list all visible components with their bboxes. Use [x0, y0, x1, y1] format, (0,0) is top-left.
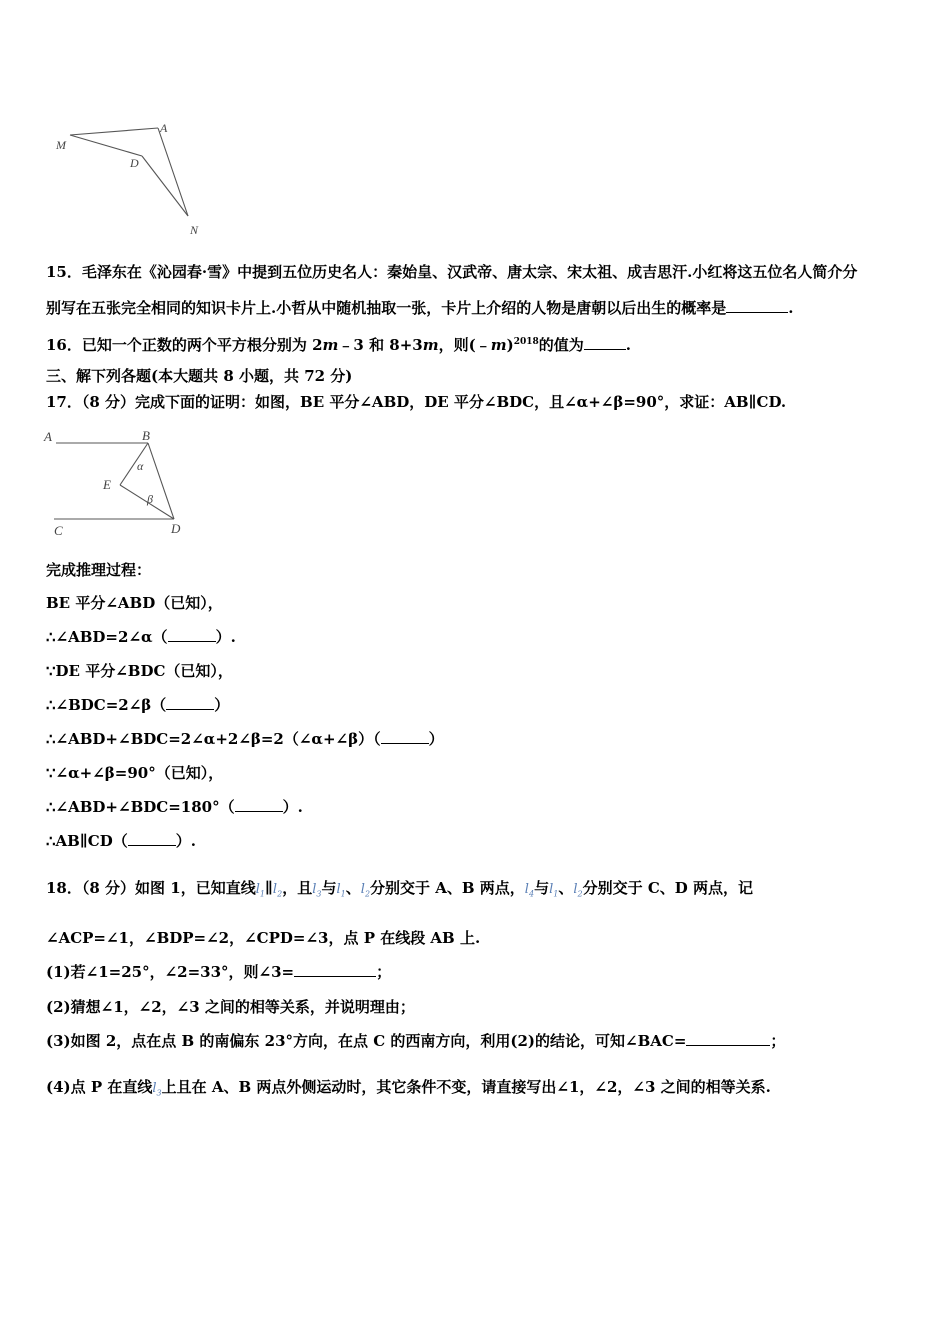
q18-part3-blank — [686, 1031, 770, 1046]
q17-step-8-blank — [128, 831, 176, 846]
q18-part3-end: ； — [770, 1032, 786, 1050]
q18-part1-text: (1)若∠1=25°，∠2=33°，则∠3= — [46, 963, 295, 981]
q18-h: 、 — [558, 879, 574, 897]
q16-mid3: ) — [506, 336, 514, 354]
q17-step-7-end: ）. — [282, 798, 303, 816]
label-c: C — [54, 523, 63, 538]
q17-step-6 — [46, 763, 223, 783]
q15-answer-blank — [726, 298, 788, 313]
line-l2b-symbol — [361, 882, 370, 897]
l2b-letter: l — [360, 882, 365, 897]
p4-l-letter: l — [152, 1081, 157, 1096]
label-beta: β — [147, 492, 153, 506]
q17-step-5-text: ∴∠ABD+∠BDC=2∠α+2∠β=2（∠α+∠β）（ — [46, 730, 381, 748]
q17-step-6-text: ∵∠α+∠β=90°（已知）， — [46, 764, 224, 782]
q16-line — [46, 332, 631, 355]
l1c-letter: l — [549, 882, 554, 897]
q18-part4-a: (4)点 P 在直线 — [46, 1078, 153, 1096]
q17-step-4-text: ∴∠BDC=2∠β（ — [46, 696, 167, 714]
l2b-sub: 2 — [364, 889, 371, 899]
q16-var-m3: m — [490, 336, 507, 354]
q16-mid1: ﹣3 和 8+3 — [338, 336, 423, 354]
p4-l-sub: 3 — [156, 1088, 162, 1098]
q18-part3 — [46, 1031, 785, 1051]
line-l4-symbol — [525, 882, 534, 897]
q18-line2: ∠ACP=∠1，∠BDP=∠2，∠CPD=∠3，点 P 在线段 AB 上. — [46, 929, 481, 947]
q18-d: 与 — [321, 879, 337, 897]
q17-step-1 — [46, 593, 223, 613]
q17-step-4 — [46, 695, 229, 715]
q16-answer-blank — [584, 335, 626, 350]
l1b-letter: l — [336, 882, 341, 897]
q15-line2 — [46, 298, 793, 318]
figure-mdan — [50, 118, 220, 243]
q18-e: 、 — [345, 879, 361, 897]
label-m: M — [56, 138, 66, 152]
q15-line1: 15．毛泽东在《沁园春·雪》中提到五位历史名人：秦始皇、汉武帝、唐太宗、宋太祖、成吉思汗.小红将这五位名人简介分 — [46, 263, 858, 281]
q18-part3-text: (3)如图 2，点在点 B 的南偏东 23°方向，在点 C 的西南方向，利用(2)的结论，可知∠BAC= — [46, 1032, 687, 1050]
l2-letter: l — [272, 882, 278, 897]
line-l1b-symbol — [336, 882, 345, 897]
figure-abecd — [40, 425, 200, 540]
q15-line2-text: 别写在五张完全相同的知识卡片上.小哲从中随机抽取一张，卡片上介绍的人物是唐朝以后出生的概率是 — [46, 299, 727, 317]
label-a: A — [160, 121, 168, 135]
l1-sub: 1 — [259, 889, 265, 899]
line-l1-symbol — [256, 882, 265, 897]
q18-part2: (2)猜想∠1，∠2，∠3 之间的相等关系，并说明理由； — [46, 998, 415, 1016]
q18-part1-blank — [294, 962, 376, 977]
q18-b: ∥ — [264, 879, 273, 897]
q18-part4-b: 上且在 A、B 两点外侧运动时，其它条件不变，请直接写出∠1，∠2，∠3 之间的相等关系. — [161, 1078, 771, 1096]
q18-line1 — [46, 878, 753, 905]
q17-step-5-blank — [381, 729, 429, 744]
q17-step-8-text: ∴AB∥CD（ — [46, 832, 128, 850]
q17-step-4-blank — [166, 695, 214, 710]
q17-step-8-end: ）. — [175, 832, 196, 850]
q17-step-5 — [46, 729, 444, 749]
l1b-sub: 1 — [340, 889, 346, 899]
q17-step-2-end: ）. — [215, 628, 236, 646]
q16-prefix: 16．已知一个正数的两个平方根分别为 2 — [46, 336, 323, 354]
q18-f: 分别交于 A、B 两点， — [370, 879, 525, 897]
q18-g: 与 — [534, 879, 550, 897]
l1c-sub: 1 — [553, 889, 559, 899]
q16-end: . — [625, 336, 632, 354]
q16-var-m2: m — [422, 336, 439, 354]
q18-a: 18．（8 分）如图 1，已知直线 — [46, 879, 256, 897]
l3-sub: 3 — [316, 889, 322, 899]
label-alpha: α — [137, 459, 144, 473]
q15-end: . — [788, 299, 794, 317]
line-l1c-symbol — [549, 882, 558, 897]
label-n: N — [190, 223, 199, 237]
label-e: E — [103, 477, 111, 492]
section-3-heading: 三、解下列各题(本大题共 8 小题，共 72 分) — [46, 367, 353, 385]
q18-c: ，且 — [282, 879, 313, 897]
q17-step-7 — [46, 797, 303, 817]
q16-var-m1: m — [322, 336, 339, 354]
q16-mid2: ，则(﹣ — [438, 336, 491, 354]
l4-sub: 4 — [528, 889, 535, 899]
q17-step-7-text: ∴∠ABD+∠BDC=180°（ — [46, 798, 235, 816]
l2-sub: 2 — [277, 889, 283, 899]
q17-heading: 完成推理过程： — [46, 561, 152, 579]
line-l2c-symbol — [573, 882, 582, 897]
q17-step-7-blank — [235, 797, 283, 812]
line-l3-symbol — [152, 1081, 161, 1096]
q18-i: 分别交于 C、D 两点，记 — [582, 879, 754, 897]
q17-step-2-text: ∴∠ABD=2∠α（ — [46, 628, 168, 646]
q16-suffix: 的值为 — [538, 336, 584, 354]
q17-step-4-end: ） — [214, 696, 230, 714]
q16-exponent: 2018 — [513, 337, 539, 347]
q18-part1 — [46, 962, 391, 982]
label-d: D — [171, 521, 181, 536]
label-b: B — [142, 428, 150, 443]
l2c-sub: 2 — [577, 889, 583, 899]
q17-stem: 17．（8 分）完成下面的证明：如图，BE 平分∠ABD，DE 平分∠BDC，且∠α+∠β=90°，求证：AB∥CD. — [46, 393, 787, 411]
l1-letter: l — [255, 882, 260, 897]
label-a: A — [44, 429, 52, 444]
l4-letter: l — [524, 882, 529, 897]
line-l2-symbol — [273, 882, 282, 897]
q17-step-3-text: ∵DE 平分∠BDC（已知）， — [46, 662, 233, 680]
q17-step-5-end: ） — [428, 730, 444, 748]
q18-part1-end: ； — [376, 963, 392, 981]
l3-letter: l — [312, 882, 317, 897]
q17-step-2 — [46, 627, 236, 647]
label-d: D — [130, 156, 139, 170]
q17-step-1-text: BE 平分∠ABD（已知）， — [46, 594, 223, 612]
q17-step-2-blank — [168, 627, 216, 642]
q17-step-3 — [46, 661, 233, 681]
q18-part4 — [46, 1077, 771, 1104]
l2c-letter: l — [573, 882, 578, 897]
q17-step-8 — [46, 831, 196, 851]
